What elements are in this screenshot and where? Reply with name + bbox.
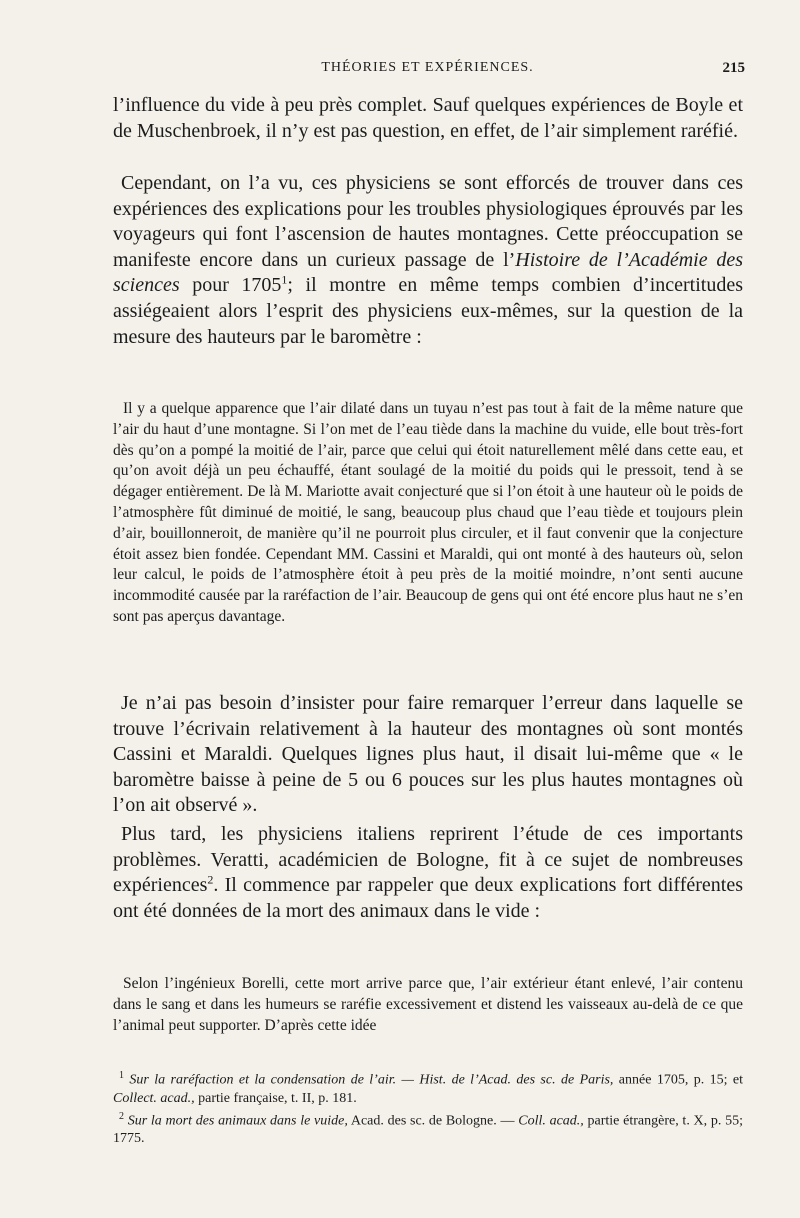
paragraph-1-text: l’influence du vide à peu près complet. Sauf quelques expériences de Boyle et de Muschenbroek, il n’y est pas question, en effet, de l’air simplement raréfié. — [113, 94, 743, 142]
paragraph-1 — [113, 93, 743, 144]
footnote-2-italic-2: Coll. acad., — [518, 1113, 584, 1129]
paragraph-4-part-b: . Il commence par rappeler que deux explications fort différentes ont été données de la mort des animaux dans le vide : — [113, 874, 743, 922]
footnote-1-mark: 1 — [119, 1070, 124, 1081]
paragraph-2-part-c: ; il montre en même temps combien d’incertitudes assiégeaient alors l’esprit des physiciens eux-mêmes, sur la question de la mesure des hauteurs par le baromètre : — [113, 274, 743, 348]
page-header — [110, 60, 745, 82]
paragraph-2-part-b: pour 1705 — [179, 274, 282, 297]
block-quote-2-text: Selon l’ingénieux Borelli, cette mort arrive parce que, l’air extérieur étant enlevé, l’air contenu dans le sang et dans les humeurs se raréfie excessivement et distend les vaisseaux au-delà de ce que l’animal peut supporter. D’après cette idée — [113, 975, 743, 1034]
block-quote-2 — [113, 974, 743, 1036]
footnote-ref-1: 1 — [281, 272, 288, 287]
paragraph-4-part-a: Plus tard, les physiciens italiens reprirent l’étude de ces importants problèmes. Veratti, académicien de Bologne, fit à ce sujet de nombreuses expériences — [113, 823, 743, 897]
footnote-2 — [113, 1108, 743, 1149]
footnote-1-italic-2: Collect. acad., — [113, 1090, 195, 1106]
footnote-2-mark: 2 — [119, 1110, 124, 1122]
paragraph-3-text: Je n’ai pas besoin d’insister pour faire remarquer l’erreur dans laquelle se trouve l’écrivain relativement à la hauteur des montagnes où sont montés Cassini et Maraldi. Quelques lignes plus haut, il disait lui-même que « le baromètre baisse à peine de 5 ou 6 pouces sur les plus hautes montagnes où l’on ait observé ». — [113, 692, 743, 817]
page-number: 215 — [722, 60, 745, 76]
block-quote-1 — [113, 399, 743, 628]
paragraph-3 — [113, 691, 743, 819]
footnote-2-text: Acad. des sc. de Bologne. — — [347, 1113, 519, 1129]
footnote-2-text-2: partie étrangère, t. X, p. 55; 1775. — [113, 1113, 744, 1147]
paragraph-4-text — [113, 822, 743, 924]
footnote-1-text-2: partie française, t. II, p. 181. — [194, 1090, 357, 1106]
paragraph-2 — [113, 171, 743, 350]
block-quote-1-text: Il y a quelque apparence que l’air dilaté dans un tuyau n’est pas tout à fait de la même nature que l’air du haut d’une montagne. Si l’on met de l’eau tiède dans la machine du vuide, elle bout très-fort dès qu’on a pompé la moitié de l’air, parce que celui qui étoit naturellement mêlé dans cette eau, et qu’on avoit déjà un peu échauffé, étant soulagé de la moitié du poids qui le pressoit, tend à se dégager entièrement. De là M. Mariotte avait conjecturé que si l’on étoit à une hauteur où le poids de l’atmosphère fût diminué de moitié, le sang, beaucoup plus chaud que l’eau tiède et toujours plein d’air, bouillonneroit, de manière qu’il ne pourroit plus circuler, et il faut convenir que la conjecture étoit assez bien fondée. Cependant MM. Cassini et Maraldi, qui ont monté à des hauteurs où, selon leur calcul, le poids de l’atmosphère étoit à peu près de la moitié moindre, n’ont senti aucune incommodité causée par la raréfaction de l’air. Beaucoup de gens qui ont été encore plus haut ne s’en sont pas aperçus davantage. — [113, 400, 743, 625]
footnote-1 — [113, 1067, 743, 1108]
footnote-ref-2: 2 — [207, 872, 214, 887]
footnote-2-italic: Sur la mort des animaux dans le vuide, — [127, 1113, 348, 1129]
paragraph-2-text — [113, 171, 743, 350]
footnotes — [113, 1067, 743, 1148]
footnote-1-italic: Sur la raréfaction et la condensation de l’air. — Hist. de l’Acad. des sc. de Paris, — [129, 1072, 614, 1088]
paragraph-2-part-a: Cependant, on l’a vu, ces physiciens se sont efforcés de trouver dans ces expériences des explications pour les troubles physiologiques éprouvés par les voyageurs qui font l’ascension de hautes montagnes. Cette préoccupation se manifeste encore dans un curieux passage de l’ — [113, 172, 743, 271]
footnote-1-text: année 1705, p. 15; et — [613, 1072, 743, 1088]
paragraph-2-italic-title: Histoire de l’Académie des sciences — [113, 248, 743, 297]
paragraph-4 — [113, 822, 743, 924]
running-title: THÉORIES ET EXPÉRIENCES. — [321, 60, 534, 75]
